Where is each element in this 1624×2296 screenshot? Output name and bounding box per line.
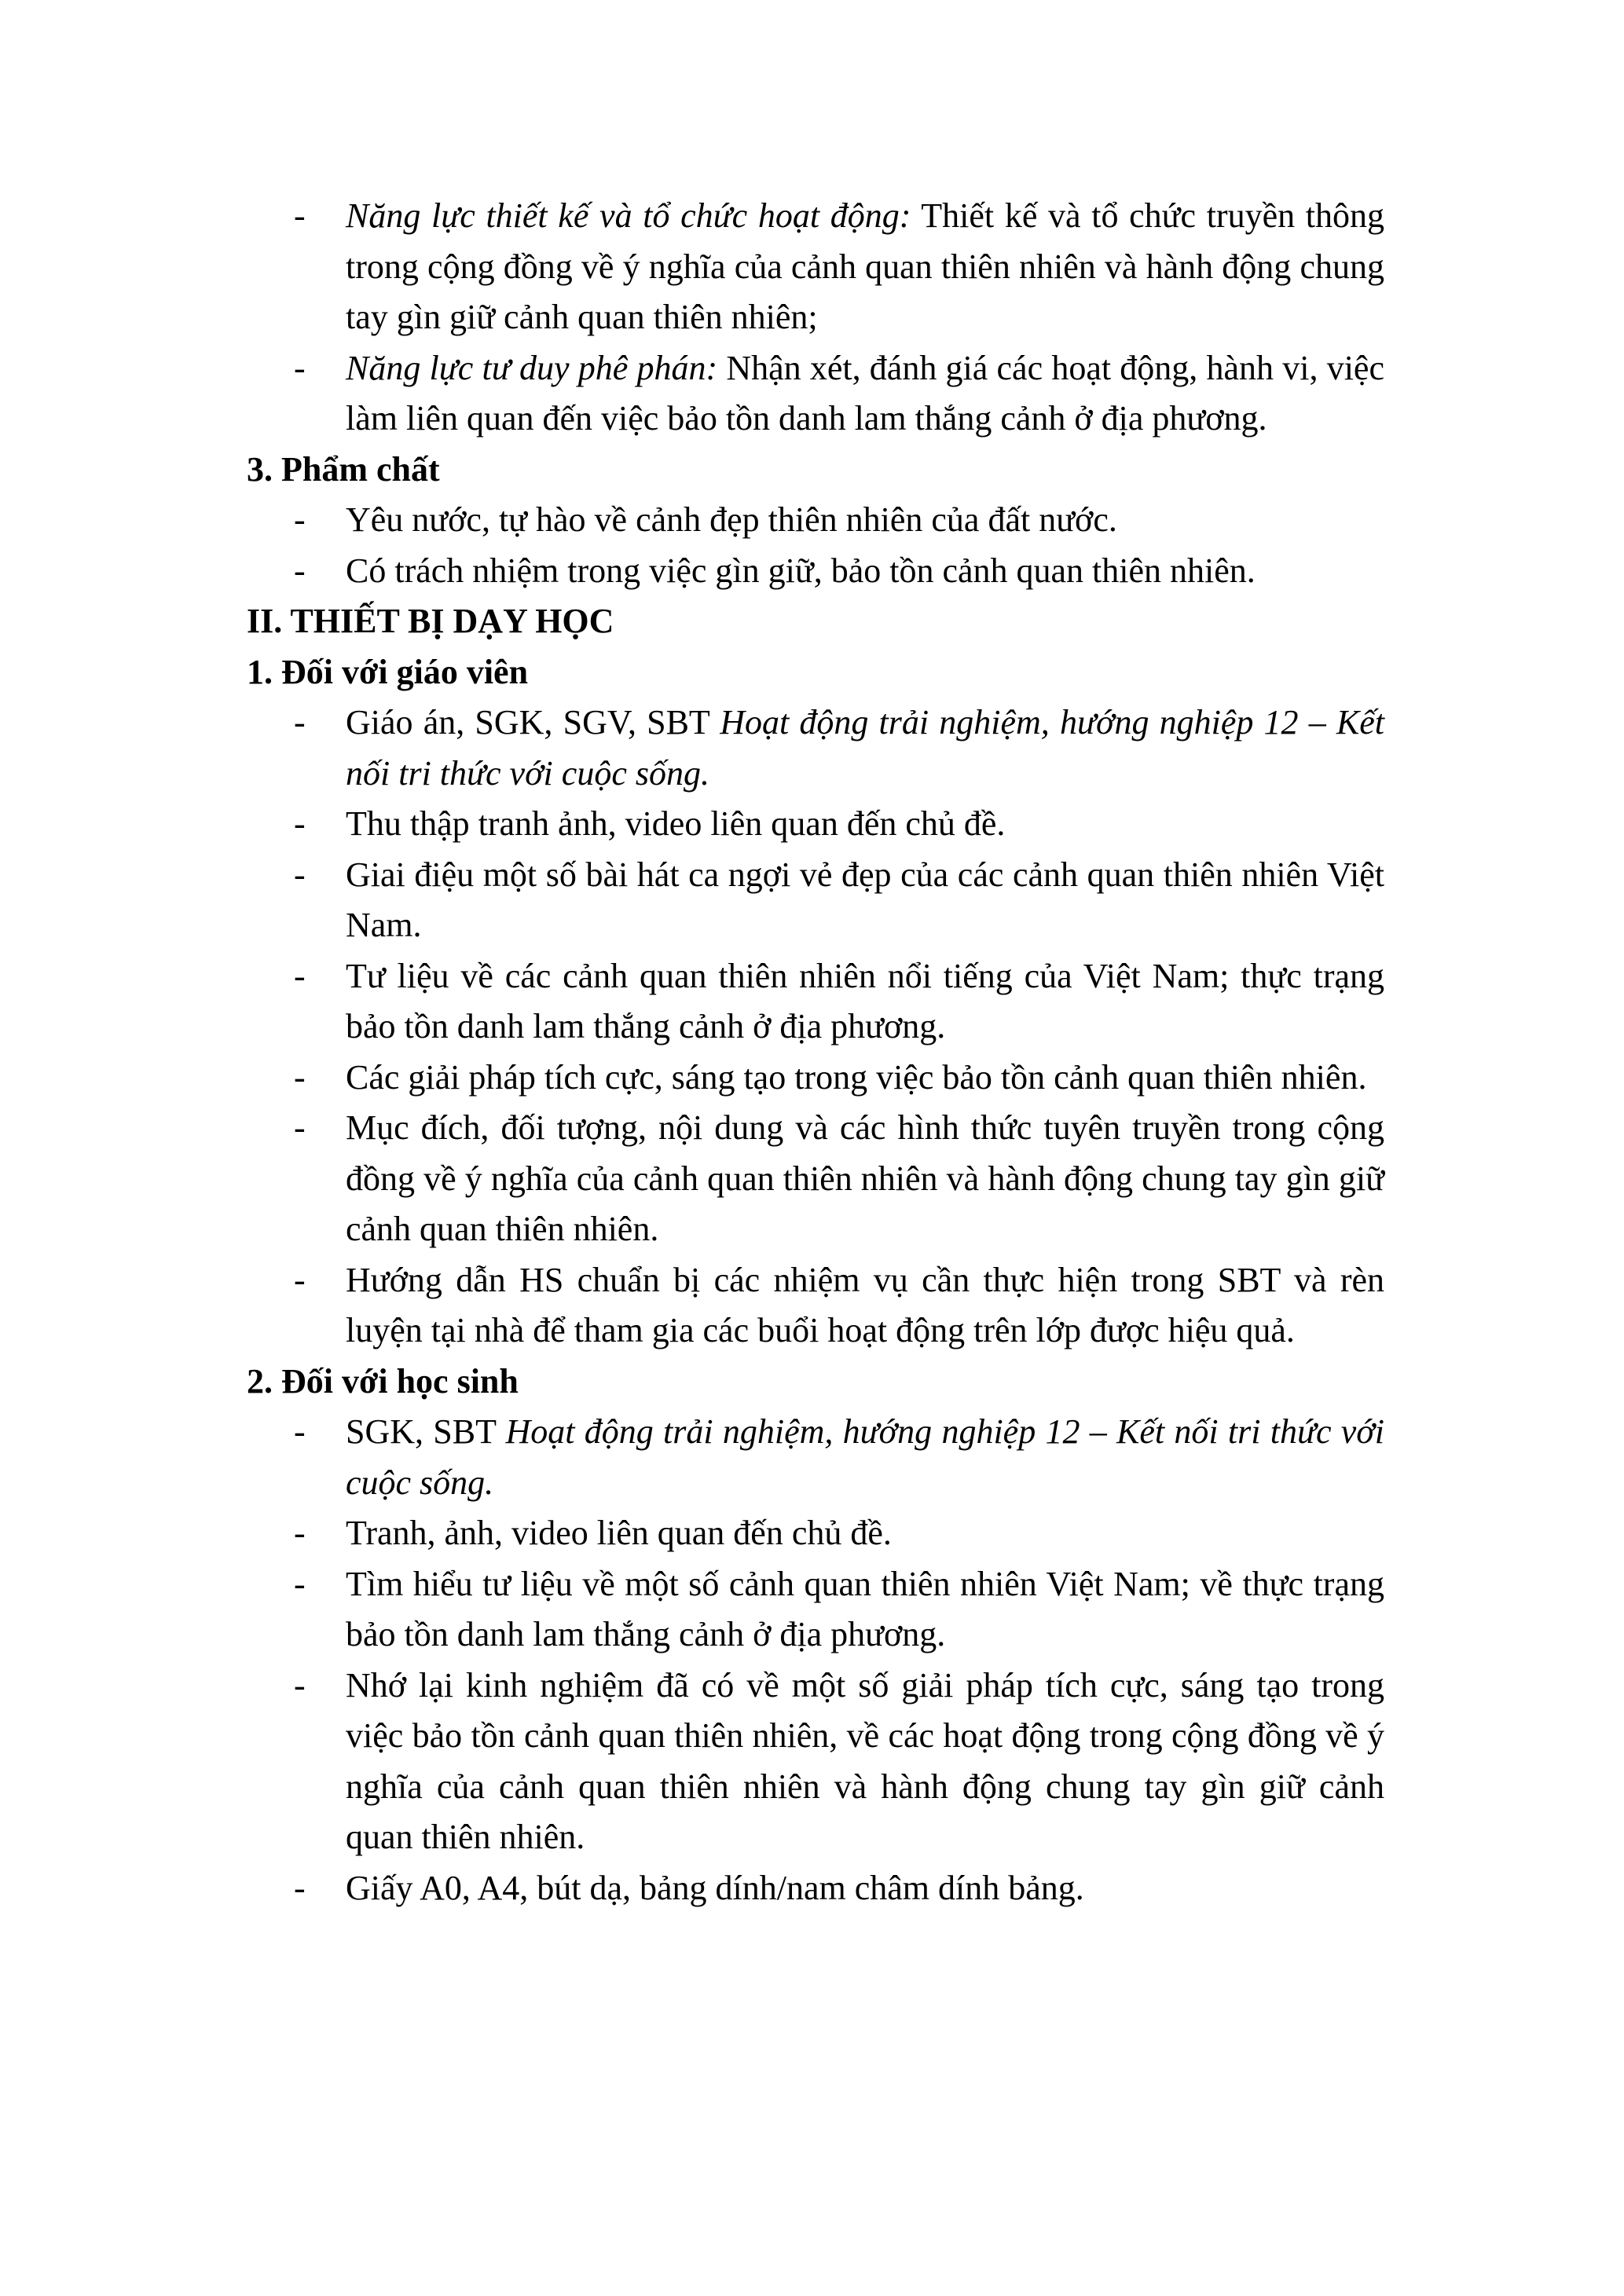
dash-bullet: - [294, 1108, 306, 1147]
heading-pham-chat: 3. Phẩm chất [247, 449, 440, 489]
list-item [247, 850, 1384, 951]
giao-vien-list [247, 698, 1384, 1357]
item-text: Yêu nước, tự hào về cảnh đẹp thiên nhiên của đất nước. [346, 500, 1117, 539]
list-item [247, 698, 1384, 799]
item-text: Thu thập tranh ảnh, video liên quan đến chủ đề. [346, 804, 1006, 843]
dash-bullet: - [294, 1260, 306, 1299]
heading-thiet-bi: II. THIẾT BỊ DẠY HỌC [247, 602, 614, 640]
list-item [247, 799, 1384, 850]
book-title: Hoạt động trải nghiệm, hướng nghiệp 12 – Kết nối tri thức với cuộc sống. [346, 1412, 1385, 1502]
document-body [247, 191, 1384, 1913]
dash-bullet: - [294, 703, 306, 742]
item-text: Tìm hiểu tư liệu về một số cảnh quan thiên nhiên Việt Nam; về thực trạng bảo tồn danh lam thắng cảnh ở địa phương. [346, 1564, 1384, 1653]
item-text: Giấy A0, A4, bút dạ, bảng dính/nam châm dính bảng. [346, 1868, 1084, 1907]
item-text: Giáo án, SGK, SGV, SBT [346, 703, 720, 742]
dash-bullet: - [294, 196, 306, 235]
list-item [247, 343, 1384, 445]
dash-bullet: - [294, 551, 306, 590]
list-item [247, 1053, 1384, 1104]
list-item [247, 191, 1384, 343]
dash-bullet: - [294, 804, 306, 843]
book-title: Hoạt động trải nghiệm, hướng nghiệp 12 – Kết nối tri thức với cuộc sống. [346, 703, 1384, 793]
dash-bullet: - [294, 1564, 306, 1603]
dash-bullet: - [294, 1665, 306, 1705]
dash-bullet: - [294, 855, 306, 894]
item-text: Tranh, ảnh, video liên quan đến chủ đề. [346, 1514, 892, 1552]
item-label: Năng lực tư duy phê phán: [346, 348, 718, 387]
list-item [247, 1407, 1384, 1508]
list-item [247, 1255, 1384, 1357]
list-item [247, 546, 1384, 597]
item-text: Hướng dẫn HS chuẩn bị các nhiệm vụ cần thực hiện trong SBT và rèn luyện tại nhà để tham gia các buổi hoạt động trên lớp được hiệu quả. [346, 1260, 1384, 1349]
dash-bullet: - [294, 1412, 306, 1451]
item-text: Các giải pháp tích cực, sáng tạo trong việc bảo tồn cảnh quan thiên nhiên. [346, 1057, 1367, 1097]
item-text: Tư liệu về các cảnh quan thiên nhiên nổi tiếng của Việt Nam; thực trạng bảo tồn danh lam thắng cảnh ở địa phương. [346, 956, 1384, 1045]
dash-bullet: - [294, 956, 306, 995]
dash-bullet: - [294, 500, 306, 539]
hoc-sinh-list [247, 1407, 1384, 1913]
list-item [247, 951, 1384, 1053]
dash-bullet: - [294, 348, 306, 387]
dash-bullet: - [294, 1868, 306, 1907]
item-text: Nhận xét, đánh giá các hoạt động, hành vi, việc làm liên quan đến việc bảo tồn danh lam thắng cảnh ở địa phương. [346, 348, 1384, 438]
item-text: Thiết kế và tổ chức truyền thông trong cộng đồng về ý nghĩa của cảnh quan thiên nhiên và hành động chung tay gìn giữ cảnh quan thiên nhiên; [346, 196, 1384, 336]
item-text: Mục đích, đối tượng, nội dung và các hình thức tuyên truyền trong cộng đồng về ý nghĩa của cảnh quan thiên nhiên và hành động chung tay gìn giữ cảnh quan thiên nhiên. [346, 1108, 1384, 1248]
list-item [247, 1863, 1384, 1914]
list-item [247, 1103, 1384, 1255]
item-text: Giai điệu một số bài hát ca ngợi vẻ đẹp của các cảnh quan thiên nhiên Việt Nam. [346, 855, 1384, 944]
heading-giao-vien: 1. Đối với giáo viên [247, 652, 529, 691]
list-item [247, 1661, 1384, 1863]
item-label: Năng lực thiết kế và tổ chức hoạt động: [346, 196, 911, 235]
list-item [247, 1508, 1384, 1559]
item-text: SGK, SBT [346, 1412, 506, 1451]
list-item [247, 1559, 1384, 1661]
heading-hoc-sinh: 2. Đối với học sinh [247, 1361, 519, 1401]
item-text: Có trách nhiệm trong việc gìn giữ, bảo tồn cảnh quan thiên nhiên. [346, 551, 1256, 590]
list-item [247, 495, 1384, 546]
pham-chat-list [247, 495, 1384, 596]
competency-list [247, 191, 1384, 445]
item-text: Nhớ lại kinh nghiệm đã có về một số giải pháp tích cực, sáng tạo trong việc bảo tồn cảnh quan thiên nhiên, về các hoạt động trong cộng đồng về ý nghĩa của cảnh quan thiên nhiên và hành động chung tay gìn giữ cảnh quan thiên nhiên. [346, 1665, 1384, 1856]
dash-bullet: - [294, 1057, 306, 1097]
dash-bullet: - [294, 1514, 306, 1552]
